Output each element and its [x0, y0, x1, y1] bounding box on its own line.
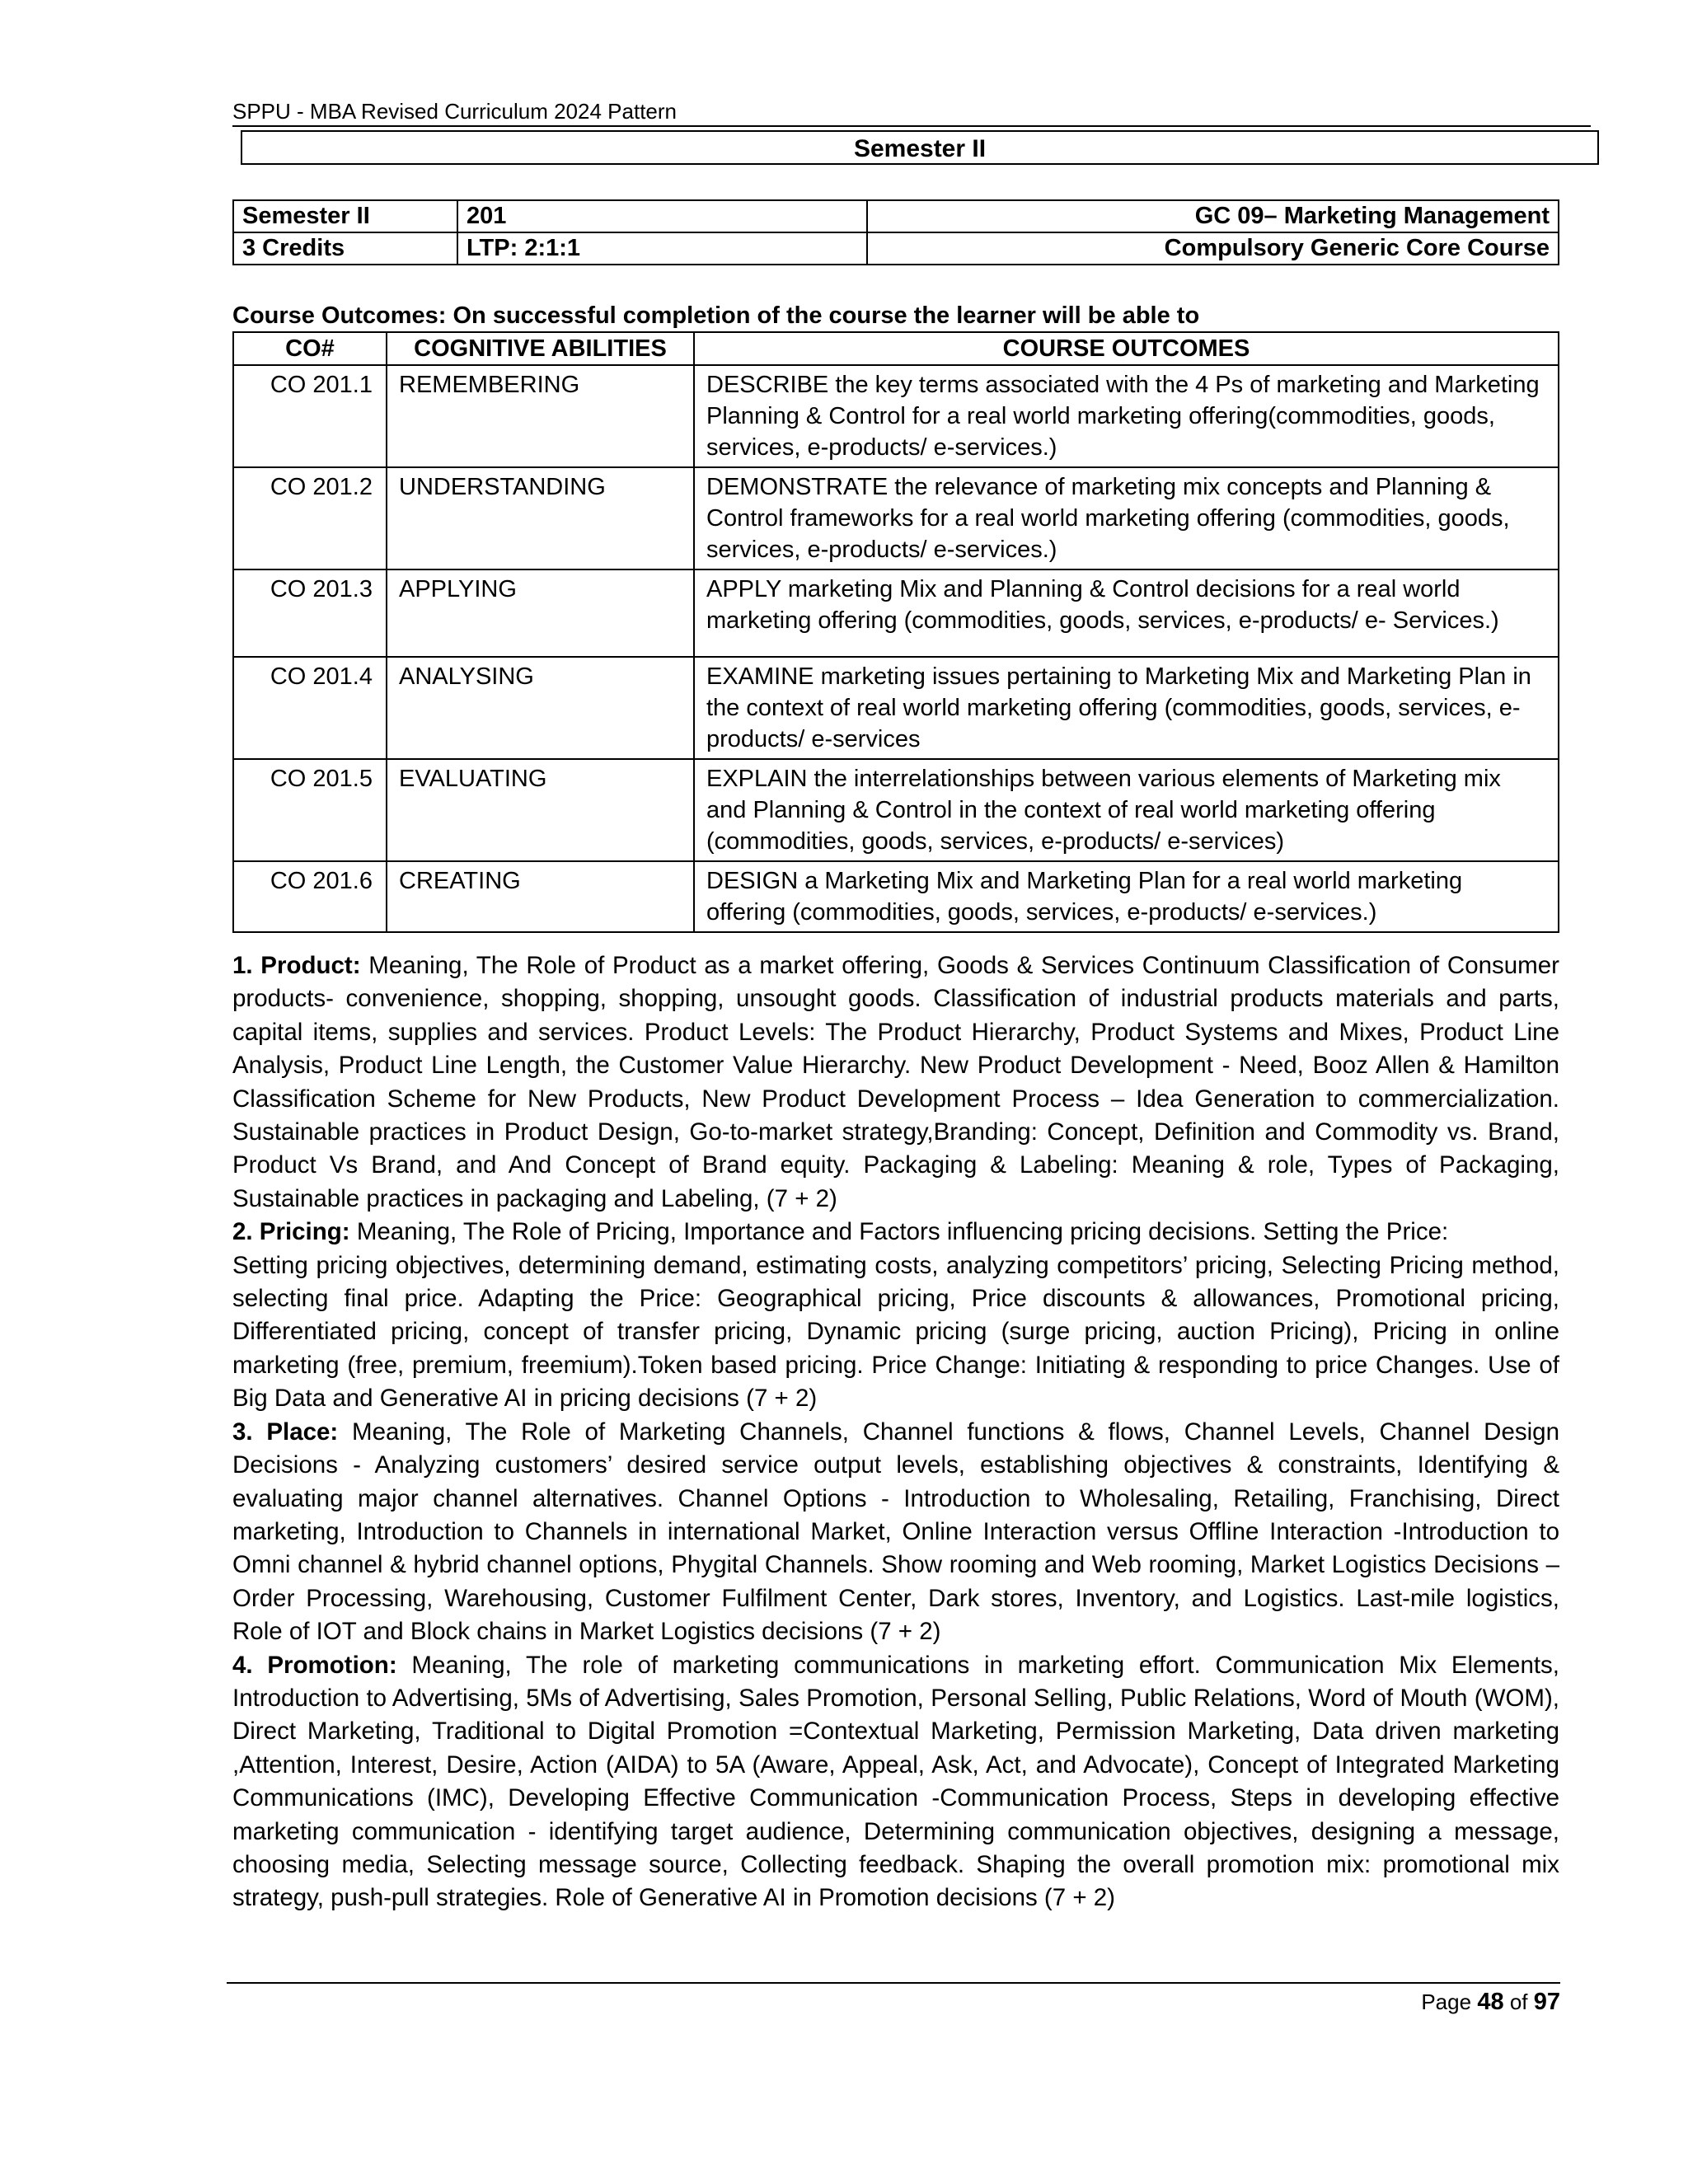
semester-banner: Semester II — [241, 130, 1599, 165]
table-row — [233, 365, 1559, 467]
header-rule — [232, 125, 1591, 127]
course-info-table — [232, 199, 1559, 265]
table-row — [233, 759, 1559, 861]
unit-label: 1. Product: — [232, 952, 361, 979]
unit-pricing — [232, 1216, 1559, 1249]
cognitive-ability: REMEMBERING — [387, 365, 694, 467]
semester-cell: Semester II — [233, 200, 457, 232]
course-type-cell: Compulsory Generic Core Course — [867, 232, 1559, 265]
cognitive-ability: APPLYING — [387, 569, 694, 657]
course-outcomes-table — [232, 331, 1559, 933]
co-number: CO 201.5 — [233, 759, 387, 861]
course-title-cell: GC 09– Marketing Management — [867, 200, 1559, 232]
footer-rule — [227, 1982, 1560, 1984]
unit-text: Meaning, The Role of Product as a market offering, Goods & Services Continuum Classification of Consumer products- convenience, shopping, shopping, unsought goods. Classification of industrial products materials and parts, capital items, supplies and services. Product Levels: The Product Hierarchy, Product Systems and Mixes, Product Line Analysis, Product Line Length, the Customer Value Hierarchy. New Product Development - Need, Booz Allen & Hamilton Classification Scheme for New Products, New Product Development Process – Idea Generation to commercialization. Sustainable practices in Product Design, Go-to-market strategy,Branding: Concept, Definition and Commodity vs. Brand, Product Vs Brand, and And Concept of Brand equity. Packaging & Labeling: Meaning & role, Types of Packaging, Sustainable practices in packaging and Labeling, (7 + 2) — [232, 952, 1559, 1212]
current-page: 48 — [1477, 1989, 1504, 2015]
course-info-row — [233, 200, 1559, 232]
course-outcome: EXAMINE marketing issues pertaining to Marketing Mix and Marketing Plan in the context of real world marketing offering (commodities, goods, services, e-products/ e-services — [694, 657, 1559, 759]
cognitive-ability: ANALYSING — [387, 657, 694, 759]
table-row — [233, 467, 1559, 569]
co-number: CO 201.1 — [233, 365, 387, 467]
co-number: CO 201.3 — [233, 569, 387, 657]
unit-label: 2. Pricing: — [232, 1218, 350, 1246]
course-outcome: DESIGN a Marketing Mix and Marketing Plan for a real world marketing offering (commodities, goods, services, e-products/ e-services.) — [694, 861, 1559, 932]
unit-pricing-continued: Setting pricing objectives, determining demand, estimating costs, analyzing competitors’ pricing, Selecting Pricing method, selecting final price. Adapting the Price: Geographical pricing, Price discounts & allowances, Promotional pricing, Differentiated pricing, concept of transfer pricing, Dynamic pricing (surge pricing, auction Pricing), Pricing in online marketing (free, premium, freemium).Token based pricing. Price Change: Initiating & responding to price Changes. Use of Big Data and Generative AI in pricing decisions (7 + 2) — [232, 1251, 1559, 1413]
course-outcomes-heading: Course Outcomes: On successful completion of the course the learner will be able to — [232, 302, 1200, 329]
table-row — [233, 569, 1559, 657]
course-code-cell: 201 — [457, 200, 867, 232]
unit-text: Meaning, The Role of Pricing, Importance and Factors influencing pricing decisions. Setting the Price: — [349, 1218, 1449, 1246]
column-header: COGNITIVE ABILITIES — [387, 332, 694, 365]
course-outcome: APPLY marketing Mix and Planning & Control decisions for a real world marketing offering (commodities, goods, services, e-products/ e- Services.) — [694, 569, 1559, 657]
table-row — [233, 657, 1559, 759]
cognitive-ability: UNDERSTANDING — [387, 467, 694, 569]
course-info-row — [233, 232, 1559, 265]
unit-label: 4. Promotion: — [232, 1651, 397, 1679]
ltp-cell: LTP: 2:1:1 — [457, 232, 867, 265]
syllabus-units — [232, 949, 1559, 1915]
table-header-row — [233, 332, 1559, 365]
credits-cell: 3 Credits — [233, 232, 457, 265]
cognitive-ability: EVALUATING — [387, 759, 694, 861]
co-number: CO 201.6 — [233, 861, 387, 932]
unit-product — [232, 949, 1559, 1216]
total-pages: 97 — [1533, 1989, 1560, 2015]
co-number: CO 201.2 — [233, 467, 387, 569]
unit-promotion — [232, 1649, 1559, 1915]
of-word: of — [1509, 1990, 1528, 2014]
course-outcome: DEMONSTRATE the relevance of marketing mix concepts and Planning & Control frameworks for a real world marketing offering (commodities, goods, services, e-products/ e-services.) — [694, 467, 1559, 569]
document-header: SPPU - MBA Revised Curriculum 2024 Pattern — [232, 99, 677, 124]
cognitive-ability: CREATING — [387, 861, 694, 932]
table-row — [233, 861, 1559, 932]
course-outcome: EXPLAIN the interrelationships between various elements of Marketing mix and Planning & Control in the context of real world marketing offering (commodities, goods, services, e-products/ e-services) — [694, 759, 1559, 861]
column-header: COURSE OUTCOMES — [694, 332, 1559, 365]
unit-text: Meaning, The Role of Marketing Channels, Channel functions & flows, Channel Levels, Channel Design Decisions - Analyzing customers’ desired service output levels, establishing objectives & constraints, Identifying & evaluating major channel alternatives. Channel Options - Introduction to Wholesaling, Retailing, Franchising, Direct marketing, Introduction to Channels in international Market, Online Interaction versus Offline Interaction -Introduction to Omni channel & hybrid channel options, Phygital Channels. Show rooming and Web rooming, Market Logistics Decisions – Order Processing, Warehousing, Customer Fulfilment Center, Dark stores, Inventory, and Logistics. Last-mile logistics, Role of IOT and Block chains in Market Logistics decisions (7 + 2) — [232, 1418, 1559, 1646]
course-outcome: DESCRIBE the key terms associated with the 4 Ps of marketing and Marketing Planning & Control for a real world marketing offering(commodities, goods, services, e-products/ e-services.) — [694, 365, 1559, 467]
column-header: CO# — [233, 332, 387, 365]
unit-text: Meaning, The role of marketing communications in marketing effort. Communication Mix Elements, Introduction to Advertising, 5Ms of Advertising, Sales Promotion, Personal Selling, Public Relations, Word of Mouth (WOM), Direct Marketing, Traditional to Digital Promotion =Contextual Marketing, Permission Marketing, Data driven marketing ,Attention, Interest, Desire, Action (AIDA) to 5A (Aware, Appeal, Ask, Act, and Advocate), Concept of Integrated Marketing Communications (IMC), Developing Effective Communication -Communication Process, Steps in developing effective marketing communication - identifying target audience, Determining communication objectives, designing a message, choosing media, Selecting message source, Collecting feedback. Shaping the overall promotion mix: promotional mix strategy, push-pull strategies. Role of Generative AI in Promotion decisions (7 + 2) — [232, 1651, 1560, 1912]
unit-label: 3. Place: — [232, 1418, 339, 1446]
co-number: CO 201.4 — [233, 657, 387, 759]
page-word: Page — [1421, 1990, 1472, 2014]
page-number — [1421, 1989, 1560, 2016]
unit-place — [232, 1416, 1559, 1649]
